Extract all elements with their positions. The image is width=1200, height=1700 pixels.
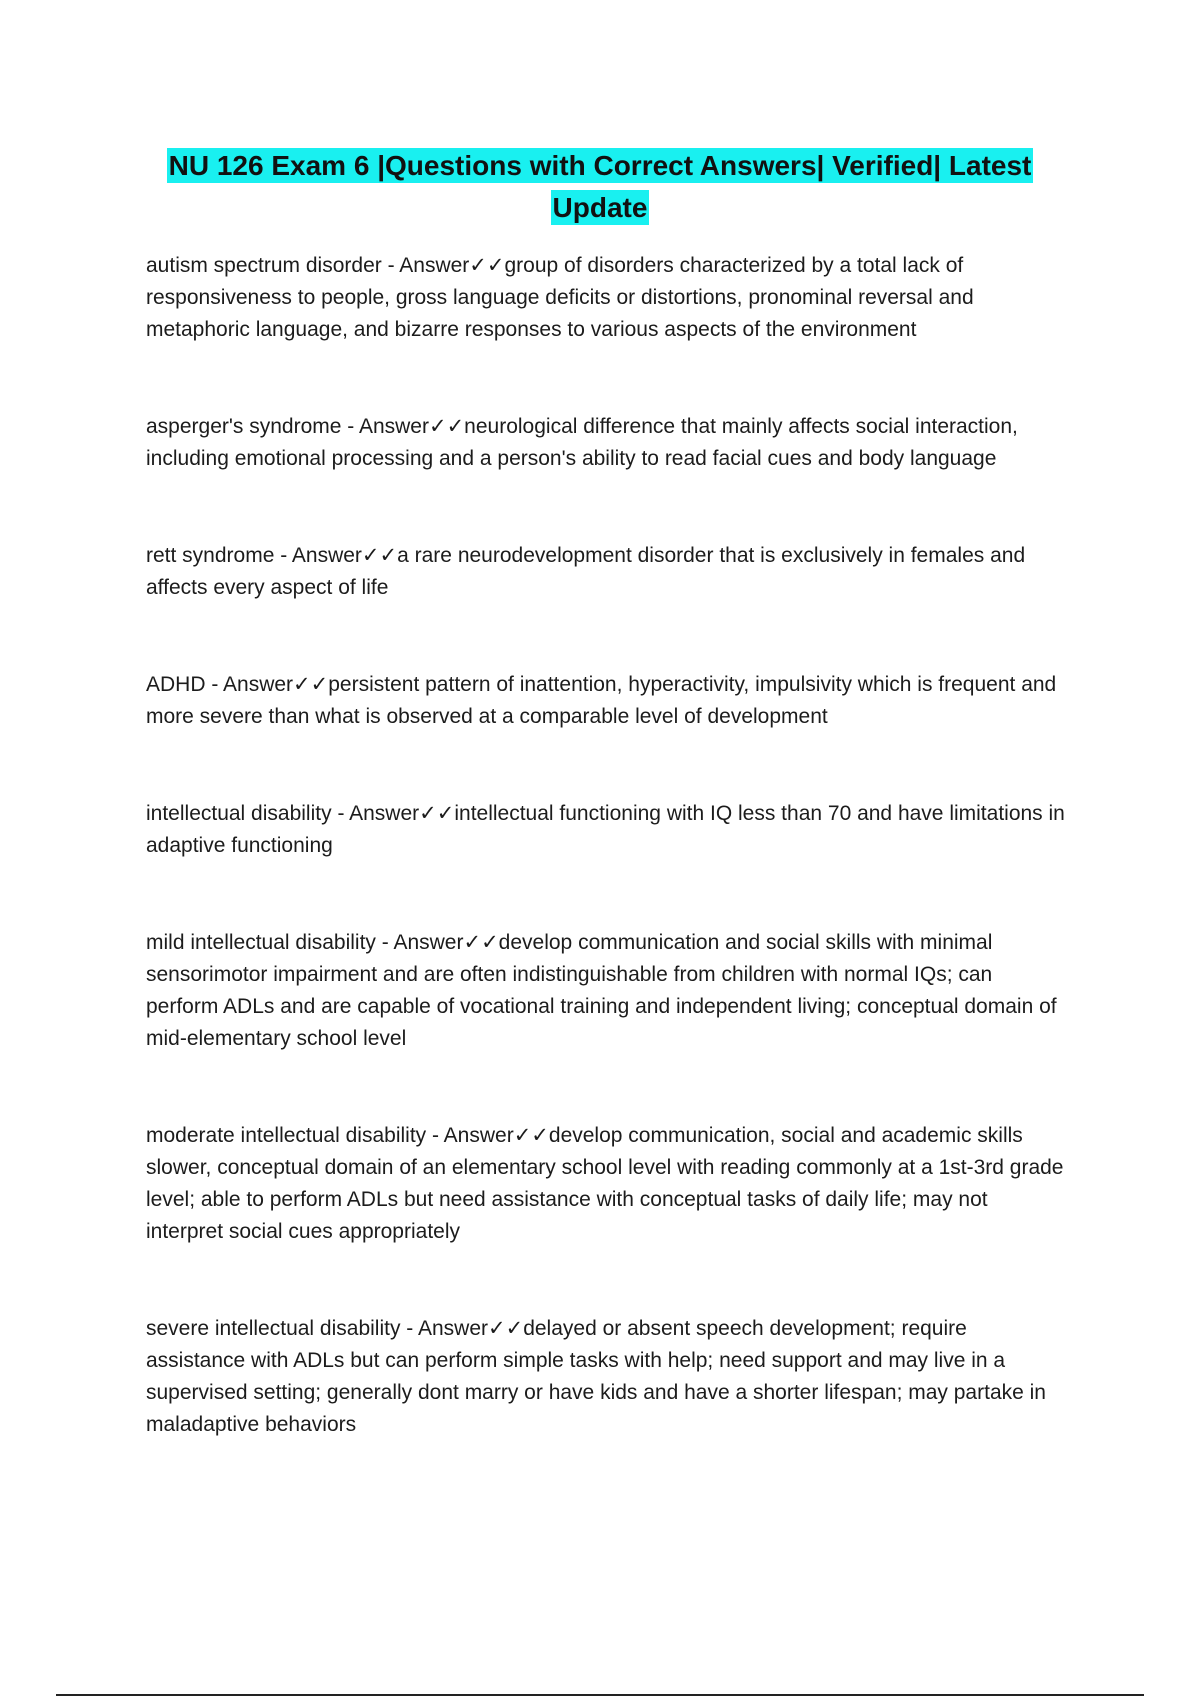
entry-term: rett syndrome [146,544,275,567]
answer-marker: Answer✓✓ [417,1317,524,1340]
qa-entry: asperger's syndrome - Answer✓✓neurological difference that mainly affects social interaction, including emotional processing and a person's ability to read facial cues and body language [146,415,1018,470]
answer-marker: Answer✓✓ [443,1124,549,1147]
entry-definition: group of disorders characterized by a total lack of responsiveness to people, gross language deficits or distortions, pronominal reversal and metaphoric language, and bizarre responses to various aspects of the environment [146,254,974,341]
entry-term: severe intellectual disability [146,1317,401,1340]
answer-marker: Answer✓✓ [358,415,465,438]
entry-term: ADHD [146,673,206,696]
entry-term: intellectual disability [146,802,332,825]
qa-entry: rett syndrome - Answer✓✓a rare neurodevelopment disorder that is exclusively in females and affects every aspect of life [146,544,1026,599]
footer-divider [56,1694,1144,1696]
qa-entry: moderate intellectual disability - Answer✓✓develop communication, social and academic skills slower, conceptual domain of an elementary school level with reading commonly at a 1st-3rd grade level; able to perform ADLs but need assistance with conceptual tasks of daily life; may not interpret social cues appropriately [146,1124,1064,1243]
qa-entry: severe intellectual disability - Answer✓✓delayed or absent speech development; require assistance with ADLs but can perform simple tasks with help; need support and may live in a supervised setting; generally dont marry or have kids and have a shorter lifespan; may partake in maladaptive behaviors [146,1317,1046,1436]
entry-definition: intellectual functioning with IQ less than 70 and have limitations in adaptive functioning [146,802,1065,857]
qa-entry: ADHD - Answer✓✓persistent pattern of inattention, hyperactivity, impulsivity which is frequent and more severe than what is observed at a comparable level of development [146,673,1057,728]
title-highlight: NU 126 Exam 6 |Questions with Correct Answers| Verified| Latest Update [168,150,1032,223]
entry-term: mild intellectual disability [146,931,376,954]
document-title [140,145,1060,229]
qa-entry: autism spectrum disorder - Answer✓✓group of disorders characterized by a total lack of responsiveness to people, gross language deficits or distortions, pronominal reversal and metaphoric language, and bizarre responses to various aspects of the environment [146,254,974,341]
qa-entry: intellectual disability - Answer✓✓intellectual functioning with IQ less than 70 and have limitations in adaptive functioning [146,802,1065,857]
qa-list [146,250,1066,1506]
answer-marker: Answer✓✓ [399,254,505,277]
entry-definition: develop communication, social and academic skills slower, conceptual domain of an elementary school level with reading commonly at a 1st-3rd grade level; able to perform ADLs but need assistance with conceptual tasks of daily life; may not interpret social cues appropriately [146,1124,1064,1243]
entry-term: moderate intellectual disability [146,1124,427,1147]
entry-definition: persistent pattern of inattention, hyperactivity, impulsivity which is frequent and more severe than what is observed at a comparable level of development [146,673,1057,728]
qa-entry: mild intellectual disability - Answer✓✓develop communication and social skills with minimal sensorimotor impairment and are often indistinguishable from children with normal IQs; can perform ADLs and are capable of vocational training and independent living; conceptual domain of mid-elementary school level [146,931,1057,1050]
answer-marker: Answer✓✓ [393,931,499,954]
entry-definition: develop communication and social skills with minimal sensorimotor impairment and are often indistinguishable from children with normal IQs; can perform ADLs and are capable of vocational training and independent living; conceptual domain of mid-elementary school level [146,931,1057,1050]
answer-marker: Answer✓✓ [223,673,329,696]
entry-definition: a rare neurodevelopment disorder that is exclusively in females and affects every aspect of life [146,544,1026,599]
entry-term: asperger's syndrome [146,415,342,438]
entry-term: autism spectrum disorder [146,254,382,277]
answer-marker: Answer✓✓ [291,544,398,567]
entry-definition: neurological difference that mainly affects social interaction, including emotional processing and a person's ability to read facial cues and body language [146,415,1018,470]
entry-definition: delayed or absent speech development; require assistance with ADLs but can perform simple tasks with help; need support and may live in a supervised setting; generally dont marry or have kids and have a shorter lifespan; may partake in maladaptive behaviors [146,1317,1046,1436]
answer-marker: Answer✓✓ [349,802,455,825]
